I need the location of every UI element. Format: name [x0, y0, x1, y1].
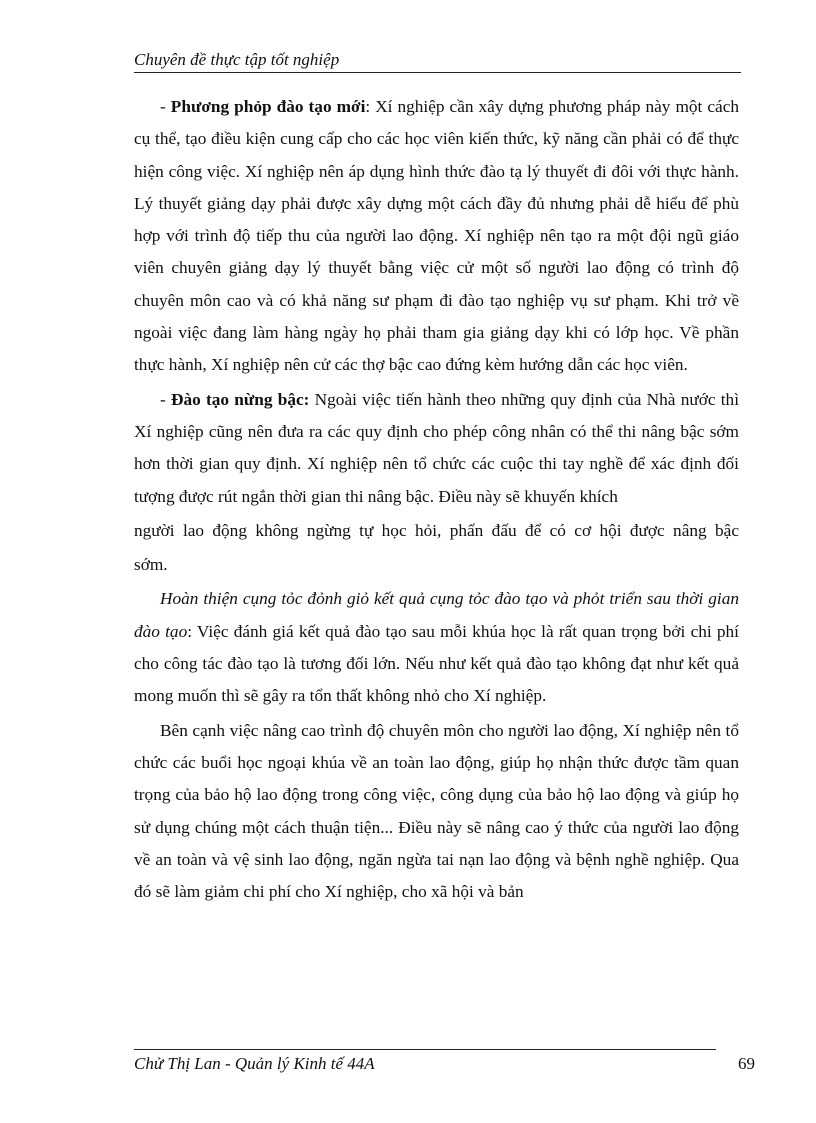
paragraph-continuation-end: sớm. [134, 555, 168, 575]
page-number: 69 [738, 1054, 755, 1073]
document-body [134, 91, 739, 910]
paragraph-continuation-line: người lao động không ngừng tự học hỏi, phấn đấu để có cơ hội được nâng bậc [134, 520, 739, 540]
italic-heading-evaluation: Hoàn thiện cụng tỏc đỏnh giỏ kết quả cụng tỏc đào tạo và phỏt triển sau thời gian đào tạo [134, 589, 739, 641]
page-footer-author: Chử Thị Lan - Quản lý Kinh tế 44A [134, 1054, 375, 1073]
paragraph-text: : Việc đánh giá kết quả đào tạo sau mỗi khúa học là rất quan trọng bởi chi phí cho công tác đào tạo là tương đối lớn. Nếu như kết quả đào tạo không đạt như kết quả mong muốn thì sẽ gây ra tổn thất không nhỏ cho Xí nghiệp. [134, 621, 739, 706]
paragraph-upgrade-training [134, 384, 739, 513]
page-header: Chuyên đề thực tập tốt nghiệp [134, 50, 340, 69]
header-divider [134, 72, 741, 73]
paragraph-evaluation [134, 583, 739, 712]
paragraph-text: Ngoài việc tiến hành theo những quy định của Nhà nước thì Xí nghiệp cũng nên đưa ra các quy định cho phép công nhân có thể thi nâng bậc sớm hơn thời gian quy định. Xí nghiệp nên tổ chức các cuộc thi tay nghề để xác định đối tượng được rút ngắn thời gian thi nâng bậc. Điều này sẽ khuyến khích [134, 389, 739, 506]
footer-divider [134, 1049, 716, 1050]
term-training-method: Phương phỏp đào tạo mới [170, 97, 366, 116]
paragraph-training-method [134, 91, 739, 382]
bullet-dash: - [160, 389, 171, 409]
bullet-dash: - [160, 97, 171, 116]
paragraph-safety-training: Bên cạnh việc nâng cao trình độ chuyên môn cho người lao động, Xí nghiệp nên tổ chức các buổi học ngoại khúa về an toàn lao động, giúp họ nhận thức được tầm quan trọng của bảo hộ lao động trong công việc, công dụng của bảo hộ lao động và giúp họ sử dụng chúng một cách thuận tiện... Điều này sẽ nâng cao ý thức của người lao động về an toàn và vệ sinh lao động, ngăn ngừa tai nạn lao động và bệnh nghề nghiệp. Qua đó sẽ làm giảm chi phí cho Xí nghiệp, cho xã hội và bản [134, 720, 739, 902]
paragraph-text: : Xí nghiệp cần xây dựng phương pháp này một cách cụ thể, tạo điều kiện cung cấp cho các học viên kiến thức, kỹ năng cần phải có để thực hiện công việc. Xí nghiệp nên áp dụng hình thức đào tạ lý thuyết đi đôi với thực hành. Lý thuyết giảng dạy phải được xây dựng một cách đầy đủ nhưng phải dễ hiểu để phù hợp với trình độ tiếp thu của người lao động. Xí nghiệp nên tạo ra một đội ngũ giáo viên chuyên giảng dạy lý thuyết bằng việc cử một số người lao động có trình độ chuyên môn cao và có khả năng sư phạm đi đào tạo nghiệp vụ sư phạm. Khi trở về ngoài việc đang làm hàng ngày họ phải tham gia giảng dạy khi có lớp học. Về phần thực hành, Xí nghiệp nên cử các thợ bậc cao đứng kèm hướng dẫn các học viên. [134, 97, 740, 375]
term-upgrade-training: Đào tạo nừng bậc: [171, 389, 310, 409]
